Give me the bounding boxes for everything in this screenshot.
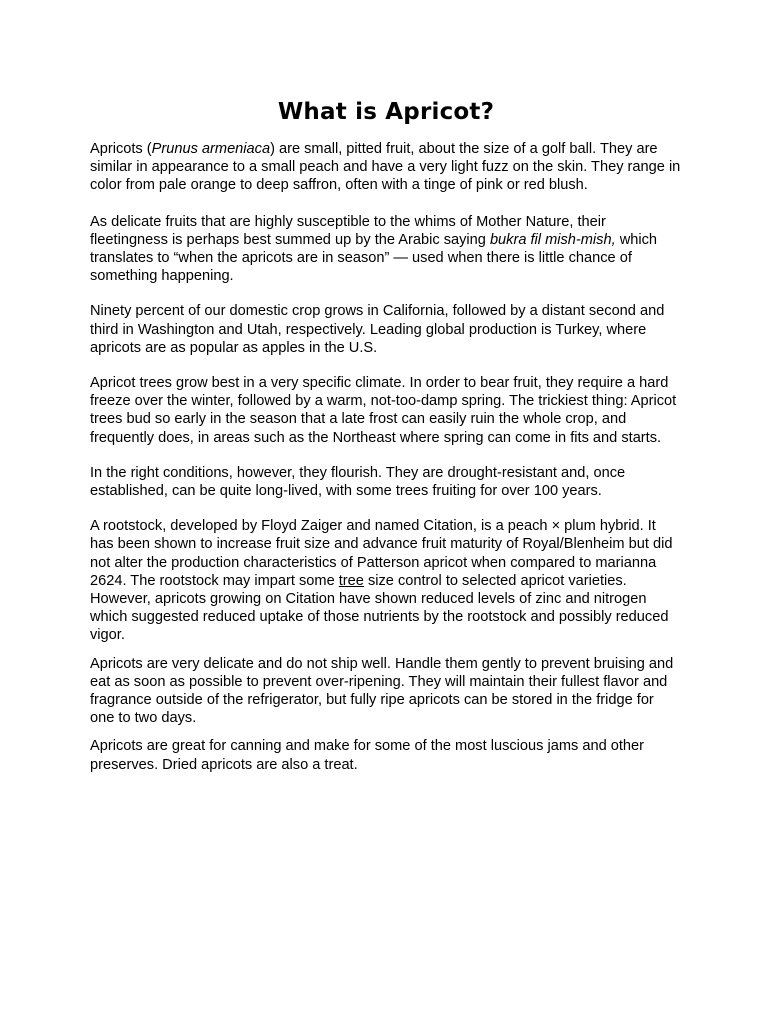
- document-title: What is Apricot?: [277, 99, 495, 125]
- paragraph-text: size control to selected apricot varieties. However, apricots growing on Citation have shown reduced levels of zinc and nitrogen which suggested reduced uptake of those nutrients by the rootstock and possibly reduced vigor.: [90, 572, 669, 644]
- paragraph-saying: [90, 213, 682, 286]
- document-page: [90, 96, 682, 774]
- paragraph-text: which translates to “when the apricots are in season” — used when there is little chance of something happening.: [90, 231, 658, 285]
- paragraph-conditions: In the right conditions, however, they flourish. They are drought-resistant and, once established, can be quite long-lived, with some trees fruiting for over 100 years.: [90, 464, 626, 500]
- tree-link[interactable]: tree: [338, 572, 364, 589]
- paragraph-rootstock: [90, 517, 682, 644]
- paragraph-text: Apricots (: [90, 141, 152, 157]
- scientific-name: Prunus armeniaca: [151, 141, 271, 157]
- paragraph-intro: [90, 140, 682, 195]
- paragraph-uses: Apricots are great for canning and make for some of the most luscious jams and other preserves. Dried apricots are also a treat.: [90, 738, 645, 773]
- paragraph-text: ) are small, pitted fruit, about the size of a golf ball. They are similar in appearance to a small peach and have a very light fuzz on the skin. They range in color from pale orange to deep saffron, often with a tinge of pink or red blush.: [90, 141, 681, 194]
- paragraph-text: A rootstock, developed by Floyd Zaiger and named Citation, is a peach × plum hybrid. It has been shown to increase fruit size and advance fruit maturity of Royal/Blenheim but did not alter the production characteristics of Patterson apricot when compared to marianna 2624. The rootstock may impart some: [90, 518, 673, 589]
- arabic-saying: bukra fil mish-mish,: [489, 231, 616, 248]
- paragraph-climate: Apricot trees grow best in a very specific climate. In order to bear fruit, they require a hard freeze over the winter, followed by a warm, not-too-damp spring. The trickiest thing: Apricot trees bud so early in the season that a late frost can easily ruin the whole crop, and frequently does, in areas such as the Northeast where spring can come in fits and starts.: [90, 375, 677, 446]
- paragraph-handling: Apricots are very delicate and do not ship well. Handle them gently to prevent bruising and eat as soon as possible to prevent over-ripening. They will maintain their fullest flavor and fragrance outside of the refrigerator, but fully ripe apricots can be stored in the fridge for one to two days.: [90, 655, 674, 727]
- paragraph-text: As delicate fruits that are highly susceptible to the whims of Mother Nature, their fleetingness is perhaps best summed up by the Arabic saying: [90, 213, 606, 248]
- paragraph-production: Ninety percent of our domestic crop grows in California, followed by a distant second and third in Washington and Utah, respectively. Leading global production is Turkey, where apricots are as popular as apples in the U.S.: [90, 303, 665, 356]
